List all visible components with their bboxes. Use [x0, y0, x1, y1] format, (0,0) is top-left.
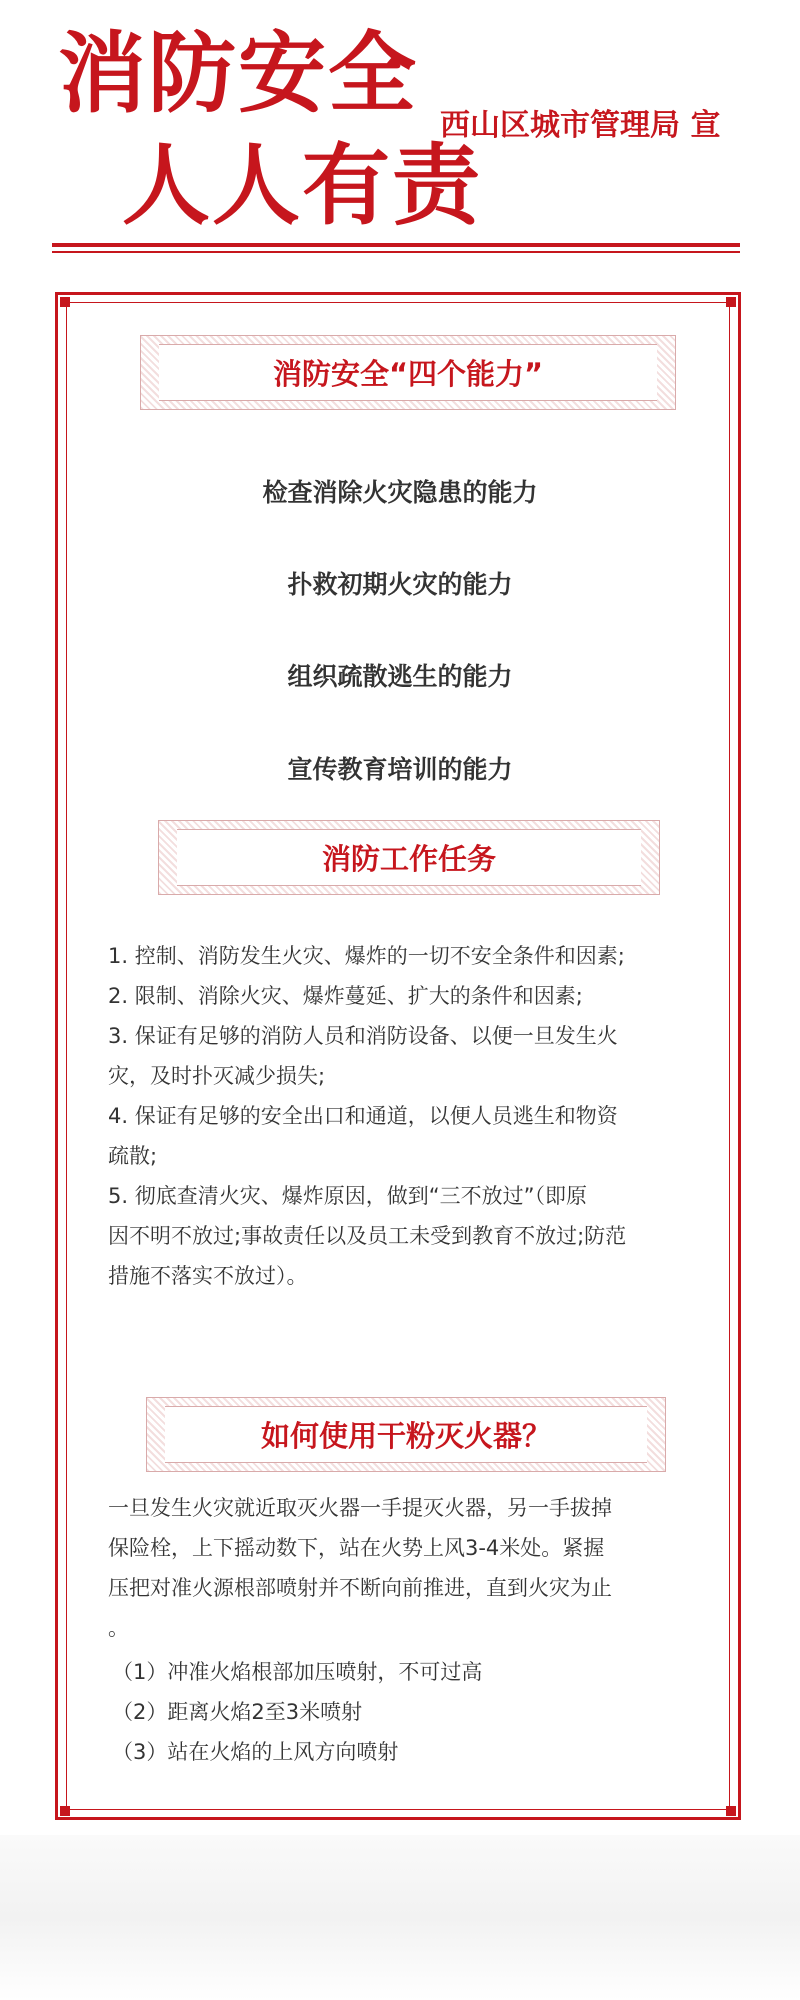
section-header-four-abilities [140, 335, 676, 410]
task-line: 5. 彻底查清火灾、爆炸原因，做到“三不放过”（即原 [108, 1184, 587, 1208]
usage-steps [112, 1652, 482, 1772]
usage-line: 压把对准火源根部喷射并不断向前推进，直到火灾为止 [108, 1576, 612, 1600]
task-line: 因不明不放过;事故责任以及员工未受到教育不放过;防范 [108, 1224, 627, 1248]
usage-paragraph [108, 1488, 612, 1648]
usage-step: （1）冲准火焰根部加压喷射，不可过高 [112, 1660, 483, 1684]
section-title: 如何使用干粉灭火器？ [260, 1419, 551, 1453]
section-header-extinguisher-usage [146, 1397, 666, 1472]
ability-item: 检查消除火灾隐患的能力 [262, 478, 538, 507]
title-line-2: 人人有责 [122, 134, 483, 237]
frame-corner-ornament [60, 1806, 70, 1816]
header-divider-thin [52, 251, 740, 253]
task-list [108, 936, 626, 1296]
task-line: 疏散; [108, 1144, 158, 1168]
task-line: 措施不落实不放过）。 [108, 1264, 308, 1288]
usage-step: （3）站在火焰的上风方向喷射 [112, 1740, 399, 1764]
ability-item: 宣传教育培训的能力 [287, 755, 513, 784]
ability-item: 组织疏散逃生的能力 [287, 662, 513, 691]
usage-line: 一旦发生火灾就近取灭火器一手提灭火器，另一手拔掉 [108, 1496, 612, 1520]
footer-background [0, 1835, 800, 2000]
publisher-label: 西山区城市管理局 宣 [440, 108, 721, 143]
ability-item: 扑救初期火灾的能力 [287, 570, 513, 599]
usage-step: （2）距离火焰2至3米喷射 [112, 1700, 363, 1724]
frame-corner-ornament [726, 1806, 736, 1816]
task-line: 3. 保证有足够的消防人员和消防设备、以便一旦发生火 [108, 1024, 618, 1048]
section-title: 消防安全“四个能力” [272, 357, 544, 391]
usage-line: 。 [108, 1616, 129, 1640]
frame-corner-ornament [726, 297, 736, 307]
header-divider-thick [52, 243, 740, 247]
section-header-fire-tasks [158, 820, 660, 895]
task-line: 2. 限制、消除火灾、爆炸蔓延、扩大的条件和因素; [108, 984, 583, 1008]
title-line-1: 消防安全 [58, 22, 419, 125]
task-line: 4. 保证有足够的安全出口和通道，以便人员逃生和物资 [108, 1104, 618, 1128]
frame-corner-ornament [60, 297, 70, 307]
task-line: 1. 控制、消防发生火灾、爆炸的一切不安全条件和因素; [108, 944, 625, 968]
usage-line: 保险栓，上下摇动数下，站在火势上风3-4米处。紧握 [108, 1536, 605, 1560]
task-line: 灾，及时扑灭减少损失; [108, 1064, 326, 1088]
section-title: 消防工作任务 [321, 842, 496, 876]
